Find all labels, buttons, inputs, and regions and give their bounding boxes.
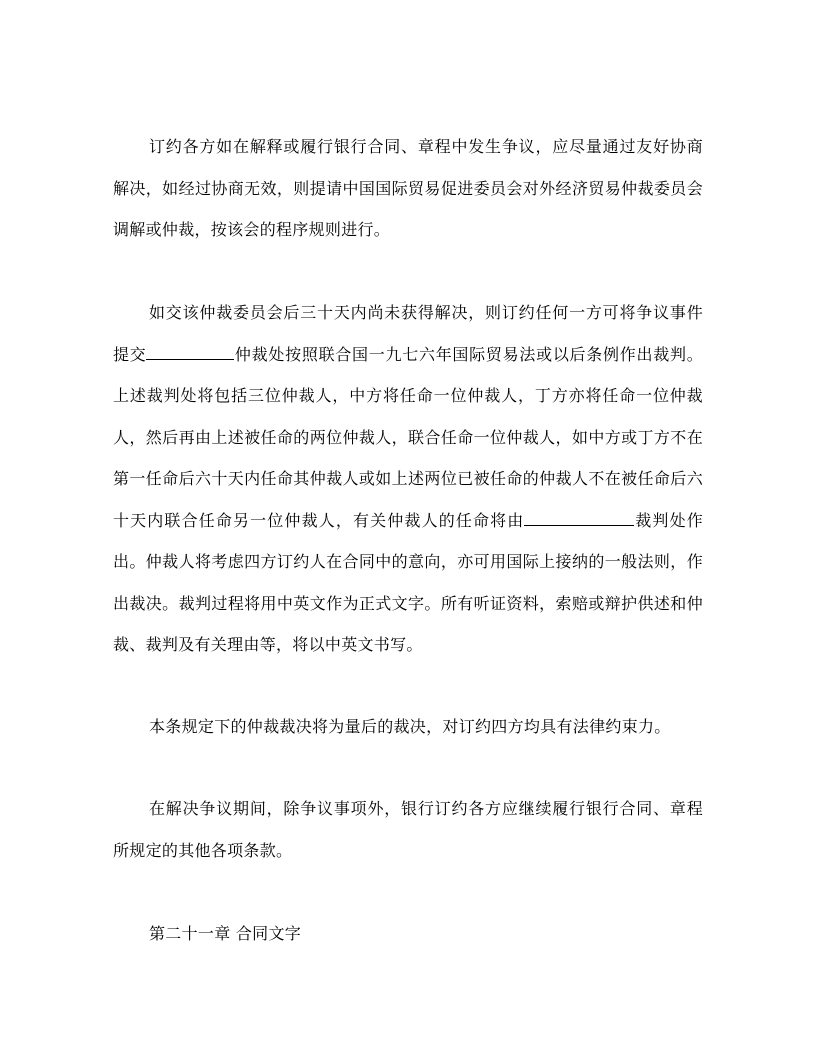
- fill-in-blank-arbitration-venue[interactable]: [146, 344, 234, 360]
- paragraph-final-award: [113, 706, 703, 748]
- paragraph-text: 本条规定下的仲裁裁决将为量后的裁决，对订约四方均具有法律约束力。: [149, 717, 671, 736]
- chapter-title: 第二十一章 合同文字: [149, 924, 302, 943]
- paragraph-arbitration-procedure: [113, 292, 703, 666]
- paragraph-text-part2: 仲裁处按照联合国一九七六年国际贸易法或以后条例作出裁判。上述裁判处将包括三位仲裁人，中方将任命一位仲裁人，丁方亦将任命一位仲裁人，然后再由上述被任命的两位仲裁人，联合任命一位仲裁人，如中方或丁方不在第一任命后六十天内任命其仲裁人或如上述两位已被任命的仲裁人不在被任命后六十天内联合任命另一位仲裁人，有关仲裁人的任命将由: [113, 344, 703, 530]
- paragraph-dispute-consultation: [113, 126, 703, 251]
- paragraph-text-part1: 如交该仲裁委员会后三十天内尚未获得解决，则订约任何一方可将争议事件提交: [113, 303, 703, 364]
- paragraph-text: 在解决争议期间，除争议事项外，银行订约各方应继续履行银行合同、章程所规定的其他各项条款。: [113, 799, 703, 860]
- paragraph-text-part3: 裁判处作出。仲裁人将考虑四方订约人在合同中的意向，亦可用国际上接纳的一般法则，作出裁决。裁判过程将用中英文作为正式文字。所有听证资料，索赔或辩护供述和仲裁、裁判及有关理由等，将以中英文书写。: [113, 510, 704, 654]
- chapter-heading: [113, 913, 703, 955]
- fill-in-blank-appointing-authority[interactable]: [524, 510, 634, 526]
- paragraph-continued-performance: [113, 788, 703, 871]
- paragraph-text: 订约各方如在解释或履行银行合同、章程中发生争议，应尽量通过友好协商解决，如经过协商无效，则提请中国国际贸易促进委员会对外经济贸易仲裁委员会调解或仲裁，按该会的程序规则进行。: [113, 137, 703, 239]
